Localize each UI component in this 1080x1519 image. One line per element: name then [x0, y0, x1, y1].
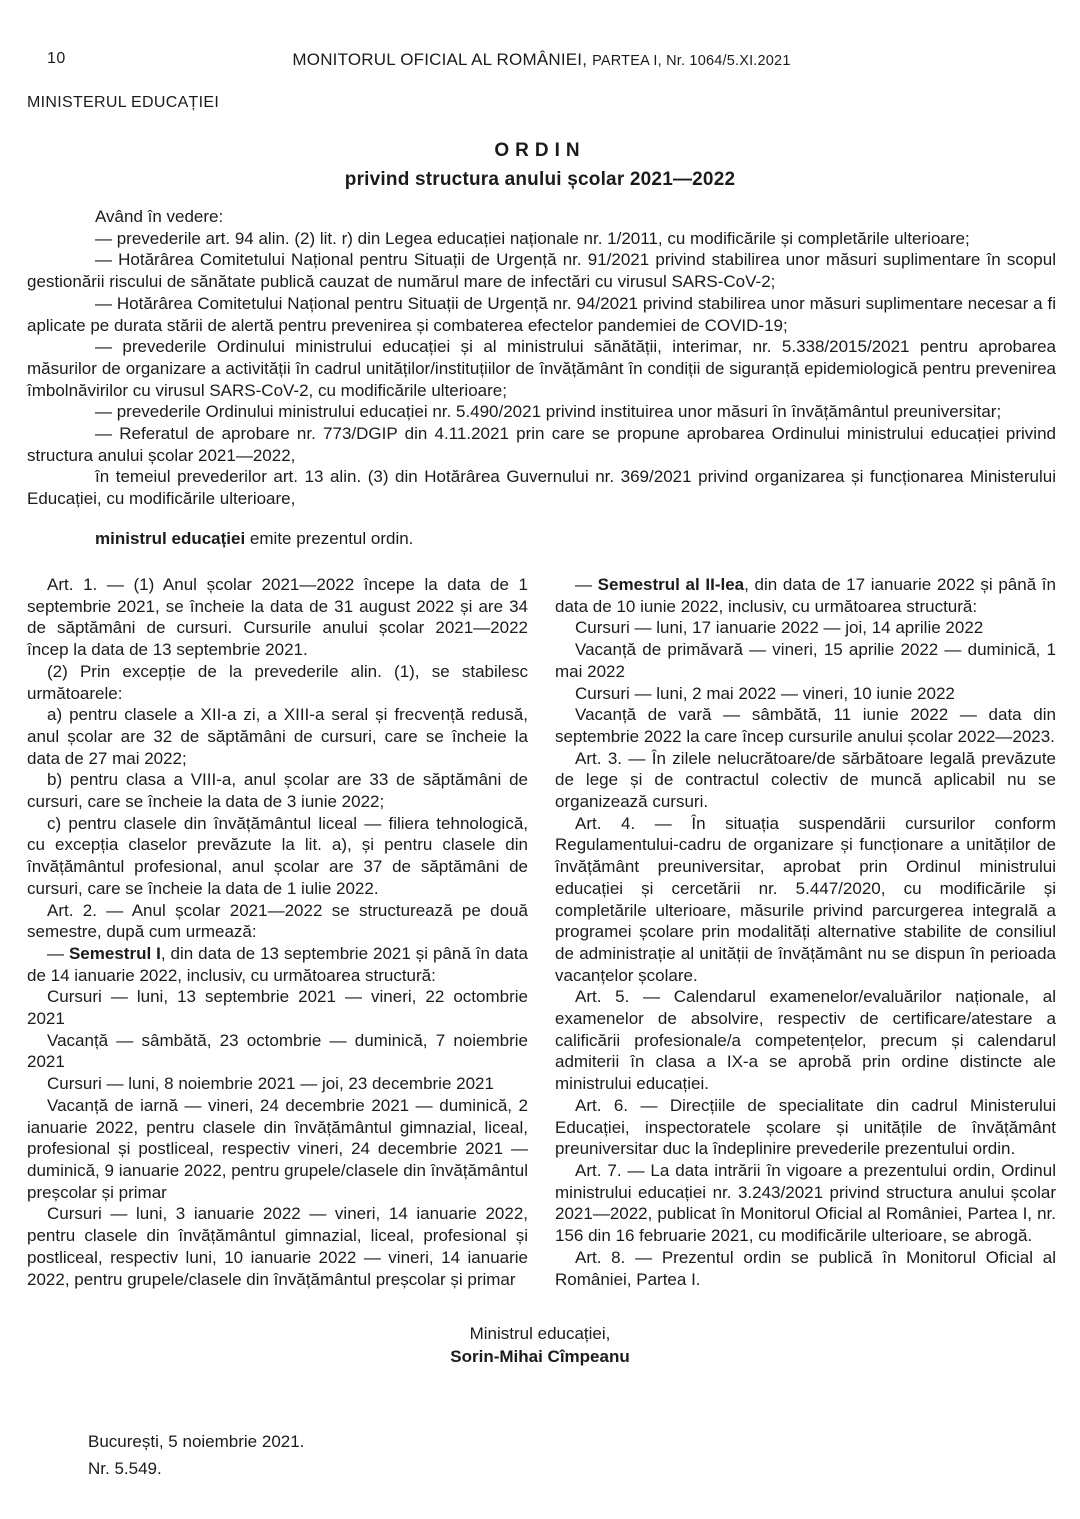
journal-title: MONITORUL OFICIAL AL ROMÂNIEI, [292, 50, 593, 69]
article-2: Art. 2. — Anul școlar 2021—2022 se structurează pe două semestre, după cum urmează: [27, 900, 528, 942]
preamble-item-6: — Referatul de aprobare nr. 773/DGIP din 4.11.2021 prin care se propune aprobarea Ordinului ministrului educației privind structura anului școlar 2021—2022, [27, 424, 1056, 465]
article-1-letter-c: c) pentru clasele din învățământul liceal — filiera tehnologică, cu excepția claselor prevăzute la lit. a), și pentru clasele din învățământul profesional, anul școlar are 37 de săptămâni de cursuri, care se încheie la data de 1 iulie 2022. [27, 813, 528, 898]
document-subtitle: privind structura anului școlar 2021—2022 [344, 169, 736, 190]
preamble-item-2: — Hotărârea Comitetului Național pentru Situații de Urgență nr. 91/2021 privind stabilirea unor măsuri suplimentare în scopul gestionării riscului de sănătate publică cauzat de numărul mare de infectări cu virusul SARS-CoV-2; [27, 250, 1056, 292]
semester-2-courses-2: Cursuri — luni, 2 mai 2022 — vineri, 10 iunie 2022 [575, 683, 955, 703]
signatory-role: Ministrul educației, [469, 1324, 611, 1343]
preamble-item-5: — prevederile Ordinului ministrului educației nr. 5.490/2021 privind instituirea unor măsuri în învățământul preuniversitar; [95, 402, 1002, 422]
preamble-section [27, 206, 1056, 550]
semester-1-courses-3: Cursuri — luni, 3 ianuarie 2022 — vineri, 14 ianuarie 2022, pentru clasele din învățământul gimnazial, liceal, profesional și postliceal, respectiv luni, 10 ianuarie 2022 — vineri, 14 ianuarie 2022, pentru grupele/clasele din învățământul preșcolar și primar [27, 1204, 528, 1289]
articles-two-column-section [27, 574, 1056, 1290]
semester-2-dates: , din data de 17 ianuarie 2022 și până în data de 10 iunie 2022, inclusiv, cu următoarea structură: [555, 575, 1056, 616]
preamble-intro: Având în vedere: [95, 207, 224, 226]
order-number: Nr. 5.549. [88, 1459, 162, 1478]
article-1-letter-a: a) pentru clasele a XII-a zi, a XIII-a seral și frecvență redusă, anul școlar are 32 de săptămâni de cursuri, care se încheie la data de 27 mai 2022; [27, 705, 528, 768]
article-8: Art. 8. — Prezentul ordin se publică în Monitorul Oficial al României, Partea I. [555, 1247, 1056, 1289]
article-7: Art. 7. — La data intrării în vigoare a prezentului ordin, Ordinul ministrului educației nr. 3.243/2021 privind structura anului școlar 2021—2022, publicat în Monitorul Oficial al României, Partea I, nr. 156 din 16 februarie 2021, cu modificările ulterioare, se abrogă. [555, 1160, 1056, 1246]
semester-1-dash: — [47, 943, 69, 963]
article-5: Art. 5. — Calendarul examenelor/evaluărilor naționale, al examenelor de absolvire, respectiv de certificare/atestare a calificării profesionale/a competențelor, precum și calendarul admiterii în clasa a IX-a se aprobă prin ordine distincte ale ministrului educației. [555, 987, 1056, 1094]
enacting-text: emite prezentul ordin. [245, 528, 414, 548]
journal-issue-info: PARTEA I, Nr. 1064/5.XI.2021 [592, 53, 791, 69]
semester-1-heading [27, 943, 528, 986]
left-column [27, 574, 528, 1290]
semester-1-dates: , din data de 13 septembrie 2021 și până în data de 14 ianuarie 2022, inclusiv, cu următoarea structură: [27, 943, 528, 985]
preamble-item-3: — Hotărârea Comitetului Național pentru Situații de Urgență nr. 94/2021 privind stabilirea unor măsuri suplimentare necesar a fi aplicate pe durata stării de alertă pentru prevenirea și combaterea efectelor pandemiei de COVID-19; [27, 293, 1056, 335]
semester-1-label: Semestrul I [68, 943, 161, 963]
semester-2-heading [555, 574, 1056, 617]
semester-2-dash: — [575, 575, 598, 594]
signatory-name: Sorin-Mihai Cîmpeanu [450, 1347, 630, 1366]
semester-2-summer-vacation: Vacanță de vară — sâmbătă, 11 iunie 2022 — data din septembrie 2022 la care încep cursurile anului școlar 2022—2023. [555, 705, 1056, 746]
document-title-block [0, 140, 1080, 191]
semester-1-vacation-1: Vacanță — sâmbătă, 23 octombrie — duminică, 7 noiembrie 2021 [27, 1030, 528, 1072]
page-number: 10 [47, 50, 66, 67]
right-column [555, 574, 1056, 1290]
article-3: Art. 3. — În zilele nelucrătoare/de sărbătoare legală prevăzute de lege și de contractul colectiv de muncă aplicabil nu se organizează cursuri. [555, 748, 1056, 812]
legal-basis: în temeiul prevederilor art. 13 alin. (3) din Hotărârea Guvernului nr. 369/2021 privind organizarea și funcționarea Ministerului Educației, cu modificările ulterioare, [27, 467, 1056, 509]
semester-1-courses-2: Cursuri — luni, 8 noiembrie 2021 — joi, 23 decembrie 2021 [47, 1074, 494, 1094]
enacting-authority: ministrul educației [95, 528, 246, 548]
signature-block [0, 1322, 1080, 1368]
semester-1-courses-1: Cursuri — luni, 13 septembrie 2021 — vineri, 22 octombrie 2021 [27, 987, 528, 1029]
document-type-title: ORDIN [494, 140, 586, 161]
enacting-formula [27, 528, 1056, 550]
article-6: Art. 6. — Direcțiile de specialitate din cadrul Ministerului Educației, inspectoratele școlare și unitățile de învățământ preuniversitar duc la îndeplinire prevederile prezentului ordin. [555, 1095, 1056, 1159]
semester-2-spring-vacation: Vacanță de primăvară — vineri, 15 aprilie 2022 — duminică, 1 mai 2022 [555, 640, 1056, 681]
article-4: Art. 4. — În situația suspendării cursurilor conform Regulamentului-cadru de organizare și funcționare a unităților de învățământ preuniversitar, aprobat prin Ordinul ministrului educației și cercetării nr. 5.447/2020, cu modificările și completările ulterioare, măsurile privind parcurgerea integrală a programei școlare prin modalități alternative stabilite de consiliul de administrație al unității de învățământ nu se dispun în perioada vacanțelor școlare. [555, 813, 1056, 985]
article-1-letter-b: b) pentru clasa a VIII-a, anul școlar are 33 de săptămâni de cursuri, care se încheie la data de 3 iunie 2022; [27, 770, 528, 812]
place-and-date: București, 5 noiembrie 2021. [88, 1432, 305, 1451]
preamble-item-1: — prevederile art. 94 alin. (2) lit. r) din Legea educației naționale nr. 1/2011, cu modificările și completările ulterioare; [95, 228, 970, 248]
article-1-para-1: Art. 1. — (1) Anul școlar 2021—2022 începe la data de 1 septembrie 2021, se încheie la data de 31 august 2022 și are 34 de săptămâni de cursuri. Cursurile anului școlar 2021—2022 încep la data de 13 septembrie 2021. [27, 575, 528, 660]
footer-block [88, 1428, 304, 1482]
article-1-para-2: (2) Prin excepție de la prevederile alin. (1), se stabilesc următoarele: [27, 661, 528, 703]
semester-2-label: Semestrul al II-lea [597, 575, 745, 594]
preamble-item-4: — prevederile Ordinului ministrului educației și al ministrului sănătății, interimar, nr. 5.338/2015/2021 pentru aprobarea măsurilor de organizare a activității în cadrul unităților/instituțiilor de învățământ în condiții de siguranță epidemiologică pentru prevenirea îmbolnăvirilor cu virusul SARS-CoV-2, cu modificările ulterioare; [27, 337, 1056, 400]
semester-1-winter-vacation: Vacanță de iarnă — vineri, 24 decembrie 2021 — duminică, 2 ianuarie 2022, pentru clasele din învățământul gimnazial, liceal, profesional și postliceal, respectiv vineri, 24 decembrie 2021 — duminică, 9 ianuarie 2022, pentru grupele/clasele din învățământul preșcolar și primar [27, 1095, 528, 1202]
issuing-authority: MINISTERUL EDUCAȚIEI [27, 94, 220, 111]
semester-2-courses-1: Cursuri — luni, 17 ianuarie 2022 — joi, 14 aprilie 2022 [575, 618, 984, 638]
page-header [27, 50, 1056, 70]
